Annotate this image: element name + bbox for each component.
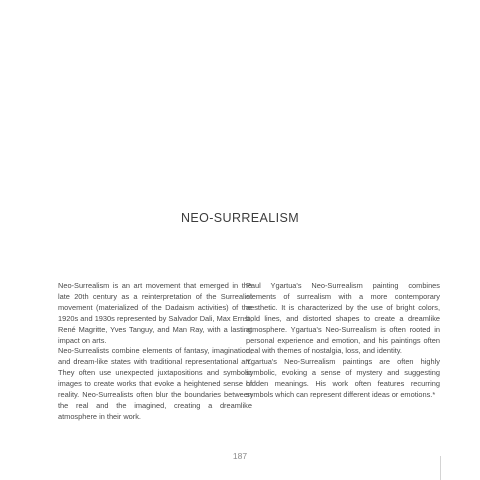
paragraph: Ygartua's Neo-Surrealism paintings are often highly symbolic, evoking a sense of mystery and suggesting hidden meanings. His work often features recurring symbols which can represent different ideas or emotions.*: [246, 357, 440, 400]
paragraph: Paul Ygartua's Neo-Surrealism painting combines elements of surrealism with a more contemporary aesthetic. It is characterized by the use of bright colors, bold lines, and distorted shapes to create a dreamlike atmosphere. Ygartua's Neo-Surrealism is often rooted in personal experience and emotion, and his paintings often deal with themes of nostalgia, loss, and identity.: [246, 281, 440, 356]
paragraph: Neo-Surrealists combine elements of fantasy, imagination, and dream-like states with traditional representational art. They often use unexpected juxtapositions and symbolic images to create works that evoke a heightened sense of reality. Neo-Surrealists often blur the boundaries between the real and the imagined, creating a dreamlike atmosphere in their work.: [58, 346, 252, 421]
right-text-column: [246, 281, 440, 401]
paragraph: Neo-Surrealism is an art movement that emerged in the late 20th century as a reinterpretation of the Surrealist movement (materialized of the Dadaism activities) of the 1920s and 1930s represented by Salvador Dali, Max Ernst, René Magritte, Yves Tanguy, and Man Ray, with a lasting impact on arts.: [58, 281, 252, 345]
page-edge-divider: [440, 456, 441, 480]
left-text-column: [58, 281, 252, 423]
page-number: 187: [232, 451, 248, 461]
section-title: NEO-SURREALISM: [180, 211, 300, 225]
